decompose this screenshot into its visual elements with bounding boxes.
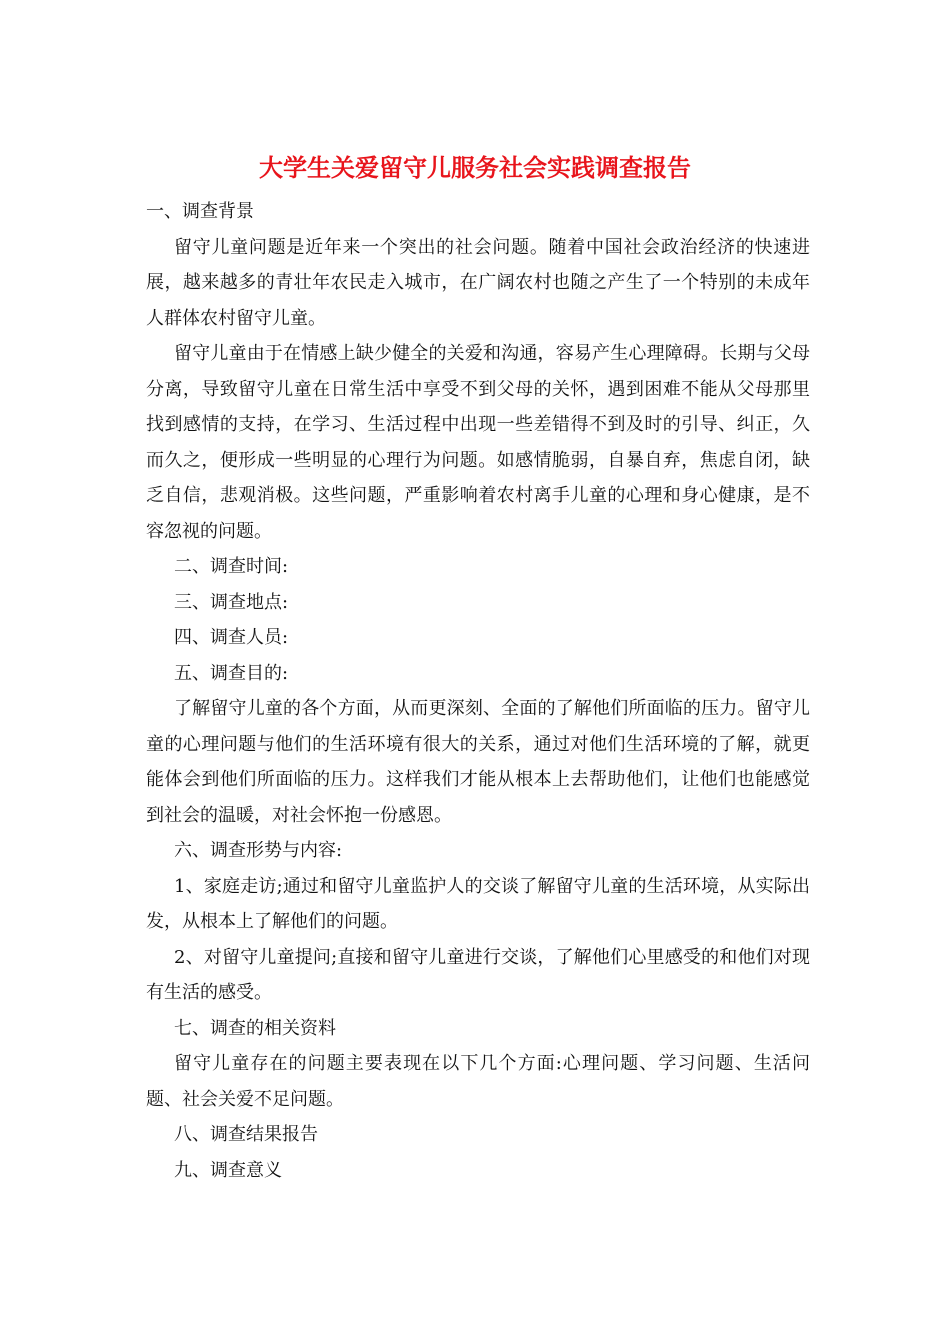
section-heading-form-content: 六、调查形势与内容: xyxy=(174,840,343,861)
section-heading-significance: 九、调查意义 xyxy=(174,1159,282,1181)
section-heading-background: 一、调查背景 xyxy=(146,201,254,222)
paragraph-materials: 留守儿童存在的问题主要表现在以下几个方面:心理问题、学习问题、生活问题、社会关爱不足问题。 xyxy=(146,1053,810,1110)
section-heading-results: 八、调查结果报告 xyxy=(174,1124,318,1145)
document-body xyxy=(146,194,810,1188)
section-heading-time: 二、调查时间: xyxy=(174,556,289,577)
section-heading-materials: 七、调查的相关资料 xyxy=(174,1017,336,1039)
list-item-home-visit: 1、家庭走访;通过和留守儿童监护人的交谈了解留守儿童的生活环境，从实际出发，从根本上了解他们的问题。 xyxy=(146,875,810,932)
paragraph-background-2: 留守儿童由于在情感上缺少健全的关爱和沟通，容易产生心理障碍。长期与父母分离，导致留守儿童在日常生活中享受不到父母的关怀，遇到困难不能从父母那里找到感情的支持，在学习、生活过程中出现一些差错得不到及时的引导、纠正，久而久之，便形成一些明显的心理行为问题。如感情脆弱，自暴自弃，焦虑自闭，缺乏自信，悲观消极。这些问题，严重影响着农村离手儿童的心理和身心健康，是不容忽视的问题。 xyxy=(146,343,810,542)
section-heading-personnel: 四、调查人员: xyxy=(174,627,289,648)
section-heading-location: 三、调查地点: xyxy=(174,591,289,613)
paragraph-purpose: 了解留守儿童的各个方面，从而更深刻、全面的了解他们所面临的压力。留守儿童的心理问题与他们的生活环境有很大的关系，通过对他们生活环境的了解，就更能体会到他们所面临的压力。这样我们才能从根本上去帮助他们，让他们也能感觉到社会的温暖，对社会怀抱一份感恩。 xyxy=(146,698,810,826)
section-heading-purpose: 五、调查目的: xyxy=(174,662,289,684)
document-title: 大学生关爱留守儿服务社会实践调查报告 xyxy=(259,153,691,182)
paragraph-background-1: 留守儿童问题是近年来一个突出的社会问题。随着中国社会政治经济的快速进展，越来越多的青壮年农民走入城市，在广阔农村也随之产生了一个特别的未成年人群体农村留守儿童。 xyxy=(146,236,810,329)
list-item-questioning: 2、对留守儿童提问;直接和留守儿童进行交谈，了解他们心里感受的和他们对现有生活的感受。 xyxy=(146,946,810,1003)
